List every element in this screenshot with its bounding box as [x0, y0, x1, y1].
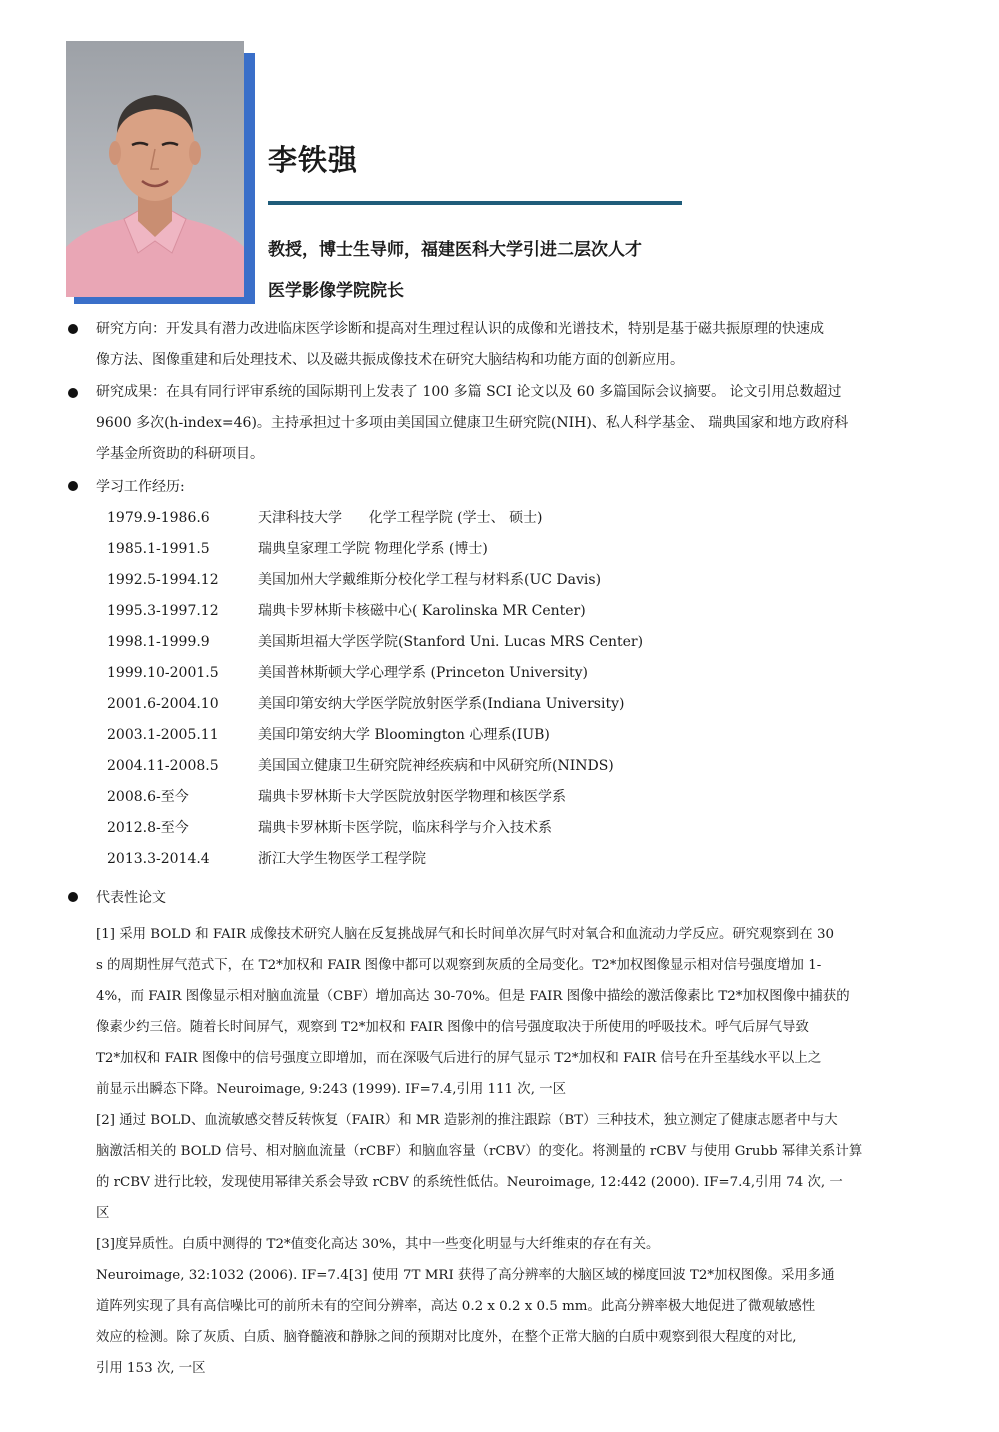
education-row	[107, 600, 586, 620]
bullet-icon	[68, 892, 78, 902]
profile-photo-frame	[66, 41, 255, 304]
title-divider	[268, 201, 682, 205]
education-row	[107, 817, 552, 837]
education-row	[107, 755, 614, 775]
paper-entry-1	[96, 919, 934, 1105]
education-institution: 浙江大学生物医学工程学院	[258, 851, 426, 867]
education-institution: 瑞典卡罗林斯卡医学院，临床科学与介入技术系	[258, 820, 552, 836]
education-row	[107, 848, 426, 868]
education-row	[107, 631, 643, 651]
education-row	[107, 569, 601, 589]
text-line: [1] 采用 BOLD 和 FAIR 成像技术研究人脑在反复挑战屏气和长时间单次屏气时对氧合和血流动力学反应。研究观察到在 30	[96, 927, 834, 942]
education-date: 1995.3-1997.12	[107, 603, 219, 619]
education-date: 1979.9-1986.6	[107, 510, 210, 526]
education-date: 2003.1-2005.11	[107, 727, 219, 743]
text-line: 脑激活相关的 BOLD 信号、相对脑血流量（rCBF）和脑血容量（rCBV）的变化。将测量的 rCBV 与使用 Grubb 幂律关系计算	[96, 1144, 863, 1159]
education-heading: 学习工作经历:	[96, 479, 185, 495]
education-institution: 美国印第安纳大学医学院放射医学系(Indiana University)	[258, 696, 625, 712]
education-institution: 瑞典卡罗林斯卡大学医院放射医学物理和核医学系	[258, 789, 566, 805]
education-institution: 瑞典卡罗林斯卡核磁中心( Karolinska MR Center)	[258, 603, 586, 619]
text-line: 道阵列实现了具有高信噪比可的前所未有的空间分辨率，高达 0.2 x 0.2 x 0.5 mm。此高分辨率极大地促进了微观敏感性	[96, 1299, 816, 1314]
education-institution: 美国印第安纳大学 Bloomington 心理系(IUB)	[258, 727, 550, 743]
bullet-icon	[68, 481, 78, 491]
education-row	[107, 693, 624, 713]
education-date: 2004.11-2008.5	[107, 758, 219, 774]
paper-entry-2	[96, 1105, 934, 1229]
text-line: [3]度异质性。白质中测得的 T2*值变化高达 30%，其中一些变化明显与大纤维束的存在有关。	[96, 1237, 660, 1252]
education-date: 1992.5-1994.12	[107, 572, 219, 588]
text-line: 前显示出瞬态下降。Neuroimage, 9:243 (1999). IF=7.4,引用 111 次, 一区	[96, 1082, 566, 1097]
text-line: 学基金所资助的科研项目。	[96, 446, 264, 462]
education-row	[107, 538, 488, 558]
education-date: 1985.1-1991.5	[107, 541, 210, 557]
education-institution: 美国普林斯顿大学心理学系 (Princeton University)	[258, 665, 589, 681]
text-line: 4%，而 FAIR 图像显示相对脑血流量（CBF）增加高达 30-70%。但是 FAIR 图像中描绘的激活像素比 T2*加权图像中捕获的	[96, 989, 850, 1004]
dean-title: 医学影像学院院长	[268, 281, 404, 301]
profile-photo	[66, 41, 244, 297]
text-line: 区	[96, 1206, 110, 1221]
education-institution: 美国国立健康卫生研究院神经疾病和中风研究所(NINDS)	[258, 758, 614, 774]
education-date: 1999.10-2001.5	[107, 665, 219, 681]
education-row	[107, 786, 566, 806]
education-date: 2008.6-至今	[107, 789, 189, 805]
research-direction-paragraph	[96, 314, 934, 376]
education-institution: 天津科技大学 化学工程学院 (学士、 硕士)	[258, 510, 543, 526]
text-line: [2] 通过 BOLD、血流敏感交替反转恢复（FAIR）和 MR 造影剂的推注跟踪（BT）三种技术，独立测定了健康志愿者中与大	[96, 1113, 838, 1128]
text-line: 研究成果：在具有同行评审系统的国际期刊上发表了 100 多篇 SCI 论文以及 60 多篇国际会议摘要。 论文引用总数超过	[96, 384, 842, 400]
paper-entry-3	[96, 1229, 934, 1384]
text-line: 研究方向：开发具有潜力改进临床医学诊断和提高对生理过程认识的成像和光谱技术，特别是基于磁共振原理的快速成	[96, 321, 824, 337]
education-date: 1998.1-1999.9	[107, 634, 210, 650]
education-institution: 美国加州大学戴维斯分校化学工程与材料系(UC Davis)	[258, 572, 602, 588]
text-line: Neuroimage, 32:1032 (2006). IF=7.4[3] 使用 7T MRI 获得了高分辨率的大脑区域的梯度回波 T2*加权图像。采用多通	[96, 1268, 835, 1283]
education-row	[107, 724, 550, 744]
research-results-paragraph	[96, 377, 934, 470]
portrait-illustration	[66, 41, 244, 297]
person-name: 李铁强	[268, 143, 359, 177]
education-date: 2012.8-至今	[107, 820, 189, 836]
education-institution: 瑞典皇家理工学院 物理化学系 (博士)	[258, 541, 488, 557]
text-line: 像方法、图像重建和后处理技术、以及磁共振成像技术在研究大脑结构和功能方面的创新应用。	[96, 352, 684, 368]
text-line: 引用 153 次, 一区	[96, 1361, 206, 1376]
education-date: 2013.3-2014.4	[107, 851, 210, 867]
bullet-icon	[68, 324, 78, 334]
text-line: T2*加权和 FAIR 图像中的信号强度立即增加，而在深吸气后进行的屏气显示 T2*加权和 FAIR 信号在升至基线水平以上之	[96, 1051, 822, 1066]
text-line: 9600 多次(h-index=46)。主持承担过十多项由美国国立健康卫生研究院(NIH)、私人科学基金、 瑞典国家和地方政府科	[96, 415, 849, 431]
position-title: 教授，博士生导师，福建医科大学引进二层次人才	[268, 240, 642, 260]
education-row	[107, 662, 588, 682]
text-line: 像素少约三倍。随着长时间屏气，观察到 T2*加权和 FAIR 图像中的信号强度取决于所使用的呼吸技术。呼气后屏气导致	[96, 1020, 809, 1035]
education-row	[107, 507, 543, 527]
education-date: 2001.6-2004.10	[107, 696, 219, 712]
text-line: 的 rCBV 进行比较，发现使用幂律关系会导致 rCBV 的系统性低估。Neuroimage, 12:442 (2000). IF=7.4,引用 74 次, 一	[96, 1175, 843, 1190]
education-institution: 美国斯坦福大学医学院(Stanford Uni. Lucas MRS Center)	[258, 634, 644, 650]
papers-heading: 代表性论文	[96, 890, 166, 906]
text-line: s 的周期性屏气范式下，在 T2*加权和 FAIR 图像中都可以观察到灰质的全局变化。T2*加权图像显示相对信号强度增加 1-	[96, 958, 822, 973]
bullet-icon	[68, 388, 78, 398]
text-line: 效应的检测。除了灰质、白质、脑脊髓液和静脉之间的预期对比度外，在整个正常大脑的白质中观察到很大程度的对比,	[96, 1330, 797, 1345]
